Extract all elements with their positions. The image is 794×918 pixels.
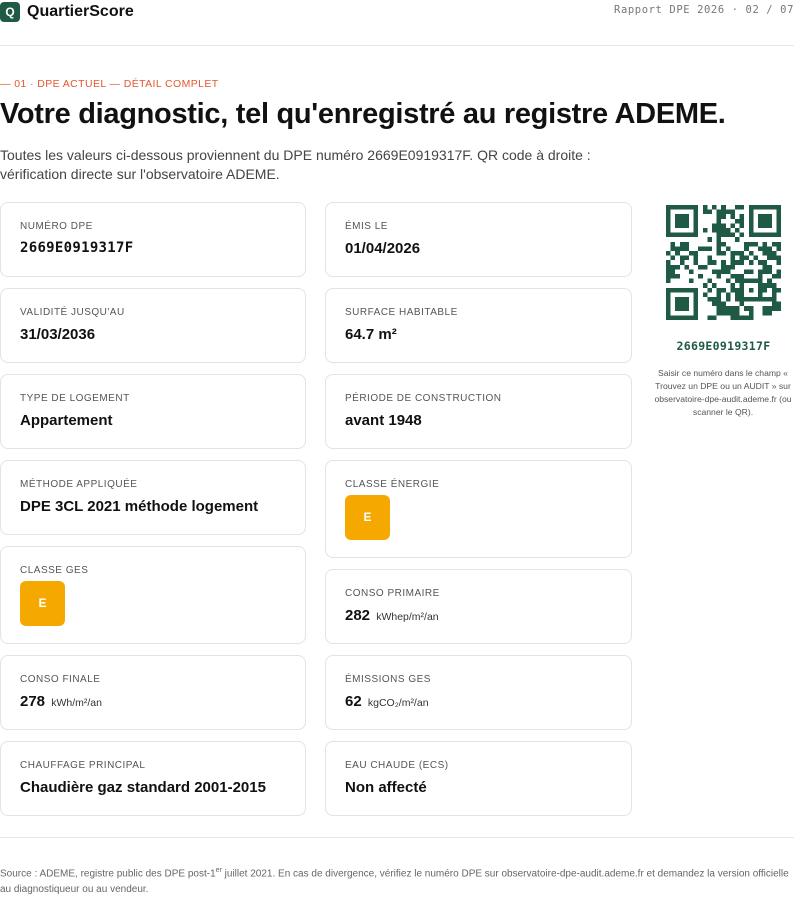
- source-superscript: er: [215, 867, 222, 874]
- brand-name: QuartierScore: [27, 3, 134, 20]
- card-label: SURFACE HABITABLE: [345, 307, 458, 318]
- card-value: Appartement: [20, 412, 113, 429]
- card-label: CHAUFFAGE PRINCIPAL: [20, 760, 146, 771]
- card-value: 31/03/2036: [20, 326, 96, 343]
- value-unit: kWh/m²/an: [51, 697, 102, 709]
- page-title: Votre diagnostic, tel qu'enregistré au registre ADEME.: [0, 98, 726, 130]
- card-label: TYPE DE LOGEMENT: [20, 393, 130, 404]
- card-eau-chaude: [325, 741, 632, 816]
- source-text-end: juillet 2021. En cas de divergence, vérifiez le numéro DPE sur observatoire-dpe-audit.ademe.fr et demandez la version officielle au diagnostiqueur ou au vendeur.: [0, 868, 789, 896]
- card-label: CONSO FINALE: [20, 674, 101, 685]
- card-value: DPE 3CL 2021 méthode logement: [20, 498, 259, 515]
- card-value: Non affecté: [345, 779, 427, 796]
- card-value: 2669E0919317F: [20, 240, 134, 256]
- card-label: NUMÉRO DPE: [20, 221, 93, 232]
- qr-dpe-number: 2669E0919317F: [676, 339, 771, 353]
- report-page-reference: Rapport DPE 2026 · 02 / 07: [614, 4, 794, 16]
- card-label: MÉTHODE APPLIQUÉE: [20, 479, 138, 490]
- value-number: 278: [20, 693, 46, 710]
- footer-divider: [0, 837, 794, 838]
- card-classe-energie: [325, 460, 632, 558]
- card-label: CLASSE ÉNERGIE: [345, 479, 440, 490]
- card-label: PÉRIODE DE CONSTRUCTION: [345, 393, 502, 404]
- card-value: 64.7 m²: [345, 326, 397, 343]
- value-number: 282: [345, 607, 371, 624]
- card-value: 01/04/2026: [345, 240, 421, 257]
- card-label: VALIDITÉ JUSQU'AU: [20, 307, 125, 318]
- card-label: CONSO PRIMAIRE: [345, 588, 440, 599]
- card-type-logement: [0, 374, 306, 449]
- card-label: EAU CHAUDE (ECS): [345, 760, 449, 771]
- page-subtitle: Toutes les valeurs ci-dessous proviennent du DPE numéro 2669E0919317F. QR code à droite : vérification directe sur l'observatoire ADEME.: [0, 147, 591, 182]
- card-label: ÉMIS LE: [345, 221, 388, 232]
- card-numero-dpe: [0, 202, 306, 277]
- card-conso-finale: [0, 655, 306, 730]
- card-value: avant 1948: [345, 412, 422, 429]
- qr-code-icon[interactable]: [666, 205, 781, 320]
- card-classe-ges: [0, 546, 306, 644]
- energy-class-badge: E: [345, 495, 390, 540]
- card-chauffage: [0, 741, 306, 816]
- brand-logo-icon: Q: [0, 2, 20, 22]
- source-text-start: Source : ADEME, registre public des DPE post-1: [0, 868, 216, 880]
- card-value: Chaudière gaz standard 2001-2015: [20, 779, 266, 796]
- card-label: ÉMISSIONS GES: [345, 674, 431, 685]
- card-label: CLASSE GES: [20, 565, 89, 576]
- card-emis-le: [325, 202, 632, 277]
- card-validite: [0, 288, 306, 363]
- source-note: [0, 863, 794, 898]
- card-emissions-ges: [325, 655, 632, 730]
- value-number: 62: [345, 693, 362, 710]
- section-eyebrow: — 01 · DPE ACTUEL — DÉTAIL COMPLET: [0, 78, 219, 90]
- card-value: [20, 693, 102, 710]
- value-unit: kWhep/m²/an: [376, 611, 439, 623]
- report-header: [0, 0, 794, 46]
- qr-instructions: Saisir ce numéro dans le champ « Trouvez un DPE ou un AUDIT » sur observatoire-dpe-audit.ademe.fr (ou scanner le QR).: [654, 368, 792, 417]
- card-conso-primaire: [325, 569, 632, 644]
- card-methode: [0, 460, 306, 535]
- card-value: [345, 607, 439, 624]
- card-value: [345, 693, 429, 710]
- card-surface: [325, 288, 632, 363]
- ges-class-badge: E: [20, 581, 65, 626]
- value-unit: kgCO₂/m²/an: [367, 697, 429, 709]
- card-periode: [325, 374, 632, 449]
